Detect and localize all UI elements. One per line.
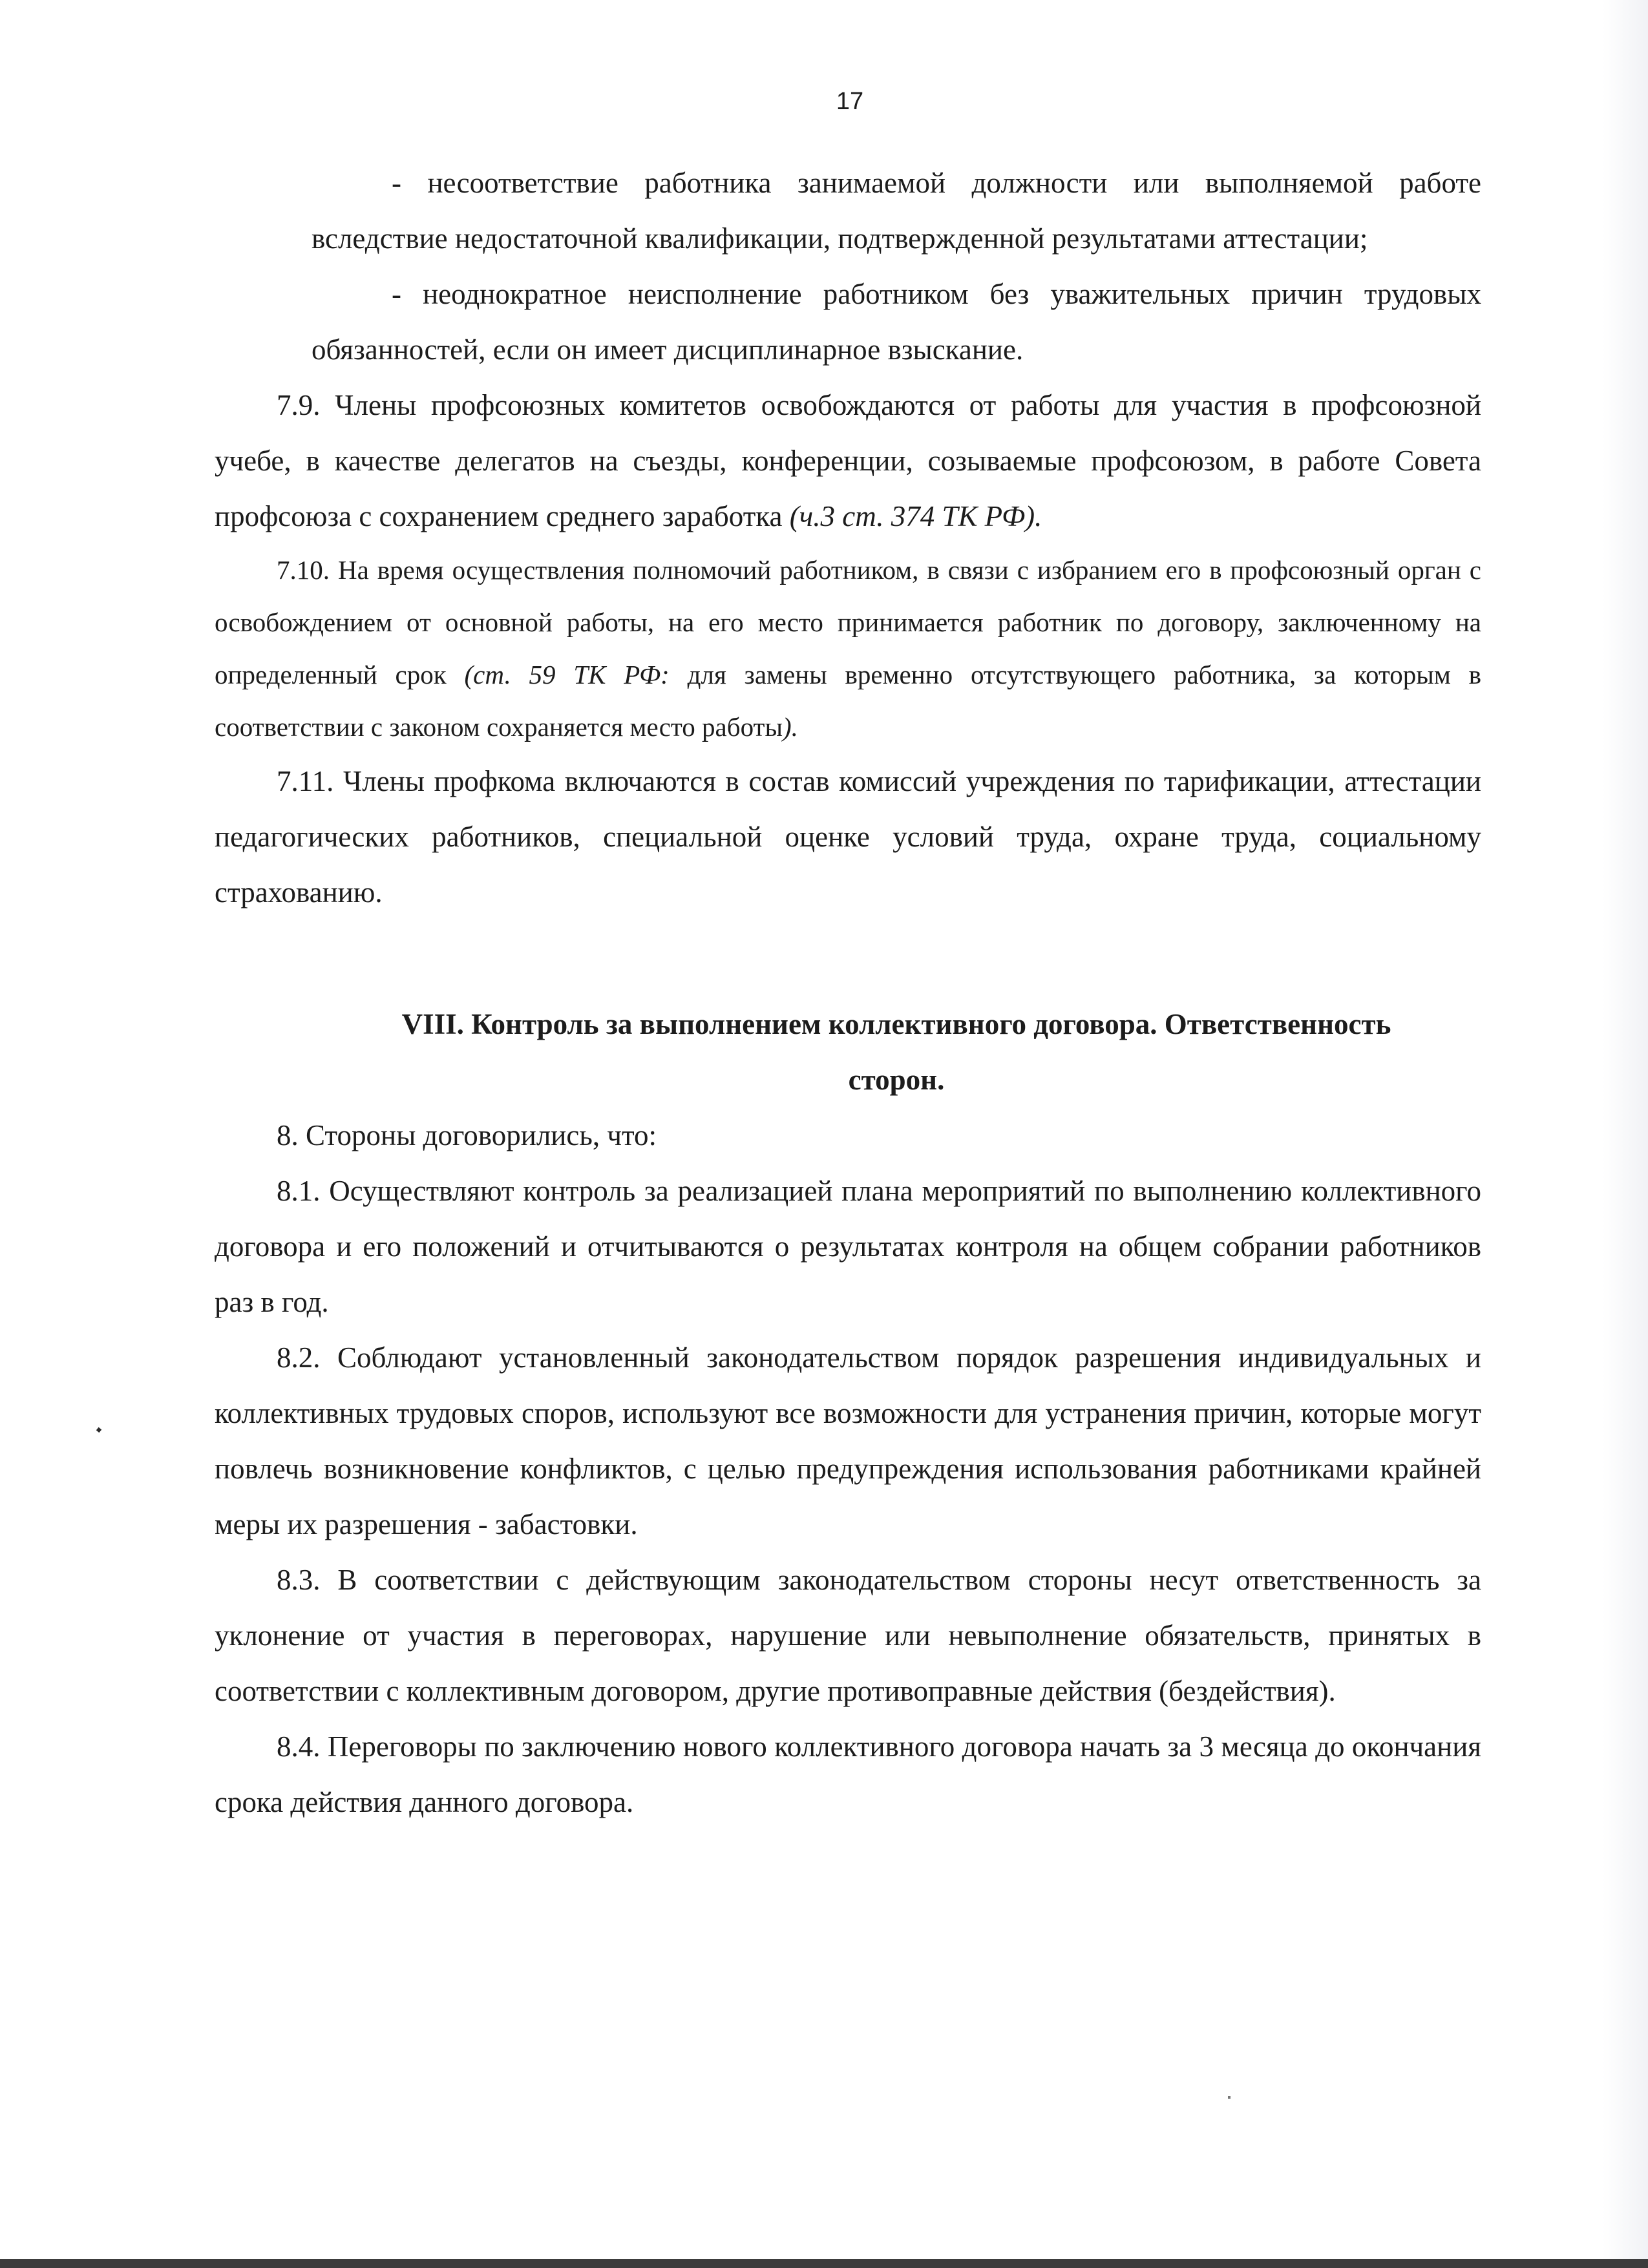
- scan-bottom-edge: [0, 2259, 1648, 2268]
- scan-speck: [96, 1427, 101, 1433]
- paragraph-text: 7.10. На время осуществления полномочий работником, в связи с избранием его в профсоюзный орган с освобождением от основной работы, на его место принимается работник по договору, заключенному на определенный срок: [215, 555, 1481, 689]
- paragraph-7-9: [215, 377, 1481, 544]
- law-reference: (ч.3 ст. 374 ТК РФ).: [789, 500, 1042, 532]
- closing-parenthesis: ).: [783, 712, 798, 742]
- paragraph-8-3: 8.3. В соответствии с действующим законодательством стороны несут ответственность за уклонение от участия в переговорах, нарушение или невыполнение обязательств, принятых в соответствии с коллективным договором, другие противоправные действия (бездействия).: [215, 1564, 1481, 1707]
- document-body: [215, 155, 1481, 1830]
- section-heading-line: VIII. Контроль за выполнением коллективного договора. Ответственность: [401, 1008, 1391, 1040]
- scan-speck: [1228, 2096, 1231, 2099]
- scan-edge: [1603, 0, 1648, 2268]
- section-heading-line: сторон.: [848, 1064, 945, 1096]
- page-number: 17: [836, 88, 864, 115]
- section-heading: [312, 996, 1481, 1108]
- section-gap: [215, 920, 1481, 996]
- law-reference: (ст. 59 ТК РФ:: [464, 660, 670, 689]
- paragraph-text: 7.9. Члены профсоюзных комитетов освобождаются от работы для участия в профсоюзной учебе, в качестве делегатов на съезды, конференции, созываемые профсоюзом, в работе Совета профсоюза с сохранением среднего заработка: [215, 389, 1481, 532]
- paragraph-8-2: 8.2. Соблюдают установленный законодательством порядок разрешения индивидуальных и коллективных трудовых споров, используют все возможности для устранения причин, которые могут повлечь возникновение конфликтов, с целью предупреждения использования работниками крайней меры их разрешения - забастовки.: [215, 1341, 1481, 1540]
- list-item: - несоответствие работника занимаемой должности или выполняемой работе вследствие недостаточной квалификации, подтвержденной результатами аттестации;: [312, 167, 1481, 255]
- list-item: - неоднократное неисполнение работником без уважительных причин трудовых обязанностей, если он имеет дисциплинарное взыскание.: [312, 278, 1481, 366]
- paragraph-7-10: [215, 544, 1481, 753]
- paragraph-8-4: 8.4. Переговоры по заключению нового коллективного договора начать за 3 месяца до окончания срока действия данного договора.: [215, 1730, 1481, 1818]
- paragraph-7-11: 7.11. Члены профкома включаются в состав комиссий учреждения по тарификации, аттестации педагогических работников, специальной оценке условий труда, охране труда, социальному страхованию.: [215, 765, 1481, 908]
- paragraph-text: для замены временно отсутствующего работника, за которым в соответствии с законом сохраняется место работы: [215, 660, 1481, 742]
- paragraph-8-1: 8.1. Осуществляют контроль за реализацией плана мероприятий по выполнению коллективного договора и его положений и отчитываются о результатах контроля на общем собрании работников раз в год.: [215, 1175, 1481, 1318]
- paragraph-8: 8. Стороны договорились, что:: [277, 1119, 657, 1151]
